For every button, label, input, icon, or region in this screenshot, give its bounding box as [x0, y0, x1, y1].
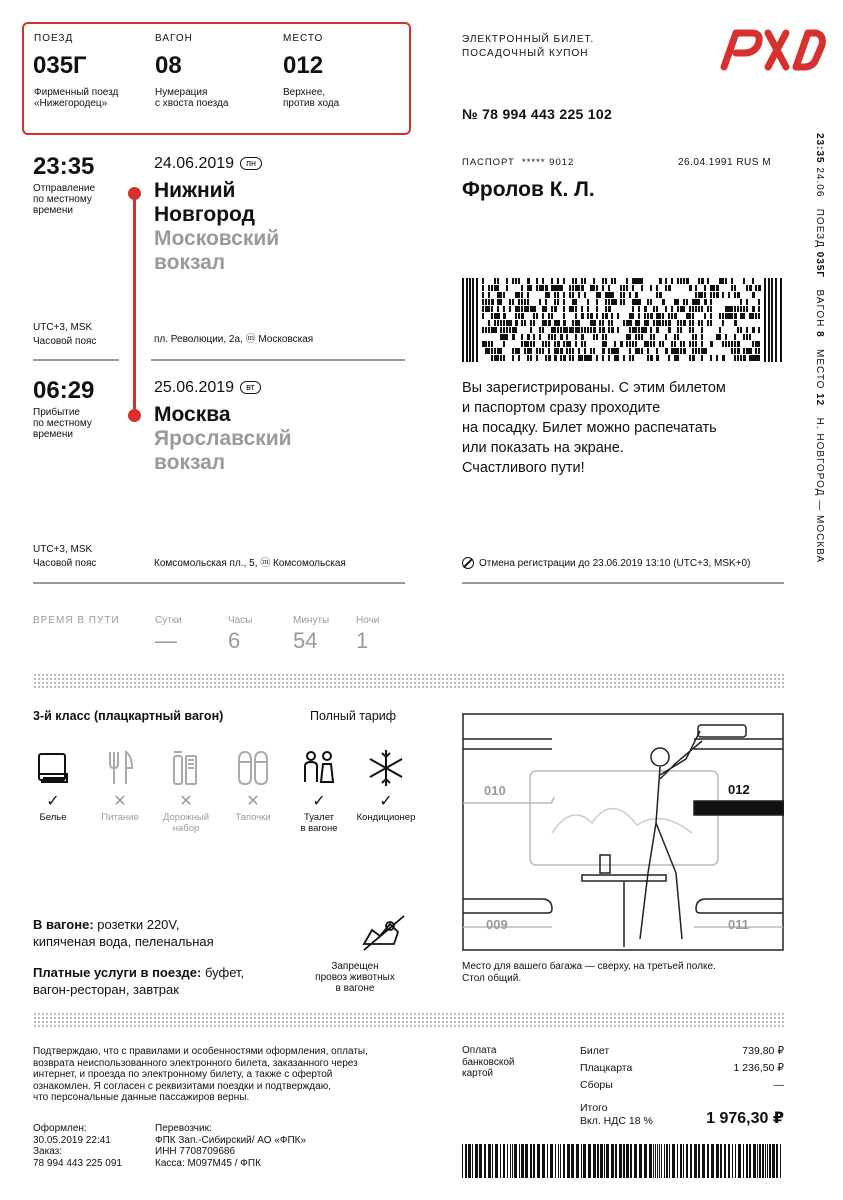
ticket-number: № 78 994 443 225 102 [462, 106, 613, 122]
travel-days-label: Сутки [155, 615, 182, 626]
fees-price: — [773, 1079, 784, 1091]
travel-hours-label: Часы [228, 615, 253, 626]
route-line [133, 192, 136, 414]
departure-address: пл. Революции, 2а, ⓜ Московская [154, 334, 314, 345]
seat-009-label: 009 [486, 917, 508, 932]
total-label: Итого Вкл. НДС 18 % [580, 1102, 653, 1127]
arrival-weekday: вт [240, 381, 261, 394]
arrival-date: 25.06.2019 вт [154, 379, 261, 397]
train-note: Фирменный поезд «Нижегородец» [34, 87, 119, 109]
carrier-info: Перевозчик: ФПК Зап.-Сибирский/ АО «ФПК» ИНН 7708709686 Касса: М097М45 / ФПК [155, 1123, 307, 1169]
service-travel-kit: ✕ Дорожный набор [156, 748, 216, 834]
birth-date: 26.04.1991 RUS M [678, 157, 772, 168]
dotted-separator [33, 673, 785, 689]
arrival-city: Москва [154, 403, 231, 426]
departure-city: Нижний Новгород [154, 179, 255, 226]
barcode [462, 278, 784, 362]
issue-info: Оформлен: 30.05.2019 22:41 Заказ: 78 994 443 225 091 [33, 1123, 122, 1169]
bedding-icon [33, 748, 73, 788]
service-air-conditioner: ✓ Кондиционер [356, 748, 416, 823]
train-caption: ПОЕЗД [34, 33, 74, 44]
seat-number: 012 [283, 52, 324, 79]
travel-days: — [155, 628, 177, 653]
car-note: Нумерация с хвоста поезда [155, 87, 229, 109]
travel-kit-icon [166, 748, 206, 788]
snowflake-icon [366, 748, 406, 788]
travel-time-caption: ВРЕМЯ В ПУТИ [33, 615, 120, 626]
cancel-icon [462, 557, 474, 569]
arrival-time: 06:29 [33, 377, 95, 404]
dotted-separator [33, 1012, 785, 1028]
divider [462, 582, 784, 584]
travel-minutes: 54 [293, 628, 318, 653]
arrival-station: Ярославский вокзал [154, 427, 292, 474]
cancel-note: Отмена регистрации до 23.06.2019 13:10 (UTC+3, MSK+0) [479, 558, 751, 569]
service-bedding: ✓ Белье [23, 748, 83, 823]
travel-minutes-label: Минуты [293, 615, 330, 626]
ticket-price-label: Билет [580, 1045, 610, 1057]
no-pets-icon [360, 914, 408, 952]
car-class: 3-й класс (плацкартный вагон) [33, 709, 224, 723]
payment-method: Оплата банковской картой [462, 1045, 515, 1079]
travel-hours: 6 [228, 628, 241, 653]
seat-011-label: 011 [728, 917, 749, 932]
rzd-logo [716, 23, 828, 71]
departure-weekday: пн [240, 157, 262, 170]
car-caption: ВАГОН [155, 33, 193, 44]
compartment-scheme [462, 713, 784, 951]
seat-010-label: 010 [484, 783, 506, 798]
departure-timezone: UTC+3, MSK Часовой пояс [33, 322, 97, 347]
departure-time: 23:35 [33, 153, 95, 180]
in-car-amenities: В вагоне: розетки 220V, кипяченая вода, пеленальная [33, 917, 214, 949]
service-meal: ✕ Питание [90, 748, 150, 823]
passport-label: ПАСПОРТ ***** 9012 [462, 157, 575, 168]
no-pets-note: Запрещен провоз животных в вагоне [315, 961, 395, 994]
seat-note: Верхнее, против хода [283, 87, 340, 109]
toilet-icon [299, 748, 339, 788]
meal-icon [100, 748, 140, 788]
divider [151, 359, 405, 361]
agreement-text: Подтверждаю, что с правилами и особенностями оформления, оплаты, возврата неиспользованного электронного билета, заказанного через интернет, и проезда по электронному билету, а также с офертой ознакомлен. Я согласен с реквизитами поездки и подтверждаю, что персональные данные пассажиров верны. [33, 1046, 368, 1103]
passenger-name: Фролов К. Л. [462, 178, 595, 201]
luggage-note: Место для вашего багажа — сверху, на третьей полке. Стол общий. [462, 961, 716, 984]
seat-caption: МЕСТО [283, 33, 324, 44]
travel-nights: 1 [356, 628, 369, 653]
ticket-title: ЭЛЕКТРОННЫЙ БИЛЕТ. ПОСАДОЧНЫЙ КУПОН [462, 34, 595, 59]
divider [33, 582, 405, 584]
paid-services: Платные услуги в поезде: буфет, вагон-ресторан, завтрак [33, 965, 245, 997]
bottom-barcode [462, 1144, 784, 1178]
berth-price-label: Плацкарта [580, 1062, 633, 1074]
seat-012-label: 012 [728, 782, 750, 797]
tariff: Полный тариф [310, 709, 397, 723]
departure-note: Отправление по местному времени [33, 183, 96, 216]
berth-price: 1 236,50 ₽ [733, 1062, 784, 1074]
service-slippers: ✕ Тапочки [223, 748, 283, 823]
arrival-address: Комсомольская пл., 5, ⓜ Комсомольская [154, 558, 346, 569]
departure-date: 24.06.2019 пн [154, 155, 262, 173]
arrival-note: Прибытие по местному времени [33, 407, 92, 440]
fees-label: Сборы [580, 1079, 613, 1091]
train-number: 035Г [33, 52, 87, 79]
travel-nights-label: Ночи [356, 615, 380, 626]
car-number: 08 [155, 52, 182, 79]
divider [33, 359, 119, 361]
arrival-timezone: UTC+3, MSK Часовой пояс [33, 544, 97, 569]
route-end-dot [128, 409, 141, 422]
side-strip: 23:35 24.06 ПОЕЗД 035Г ВАГОН 8 МЕСТО 12 Н. НОВГОРОД — МОСКВА [814, 133, 825, 564]
departure-station: Московский вокзал [154, 227, 280, 274]
route-start-dot [128, 187, 141, 200]
service-toilet: ✓ Туалет в вагоне [289, 748, 349, 834]
registration-info: Вы зарегистрированы. С этим билетом и паспортом сразу проходите на посадку. Билет можно распечатать или показать на экране. Счастливого пути! [462, 380, 726, 476]
slippers-icon [233, 748, 273, 788]
ticket-price: 739,80 ₽ [742, 1045, 784, 1057]
total-price: 1 976,30 ₽ [706, 1110, 784, 1127]
